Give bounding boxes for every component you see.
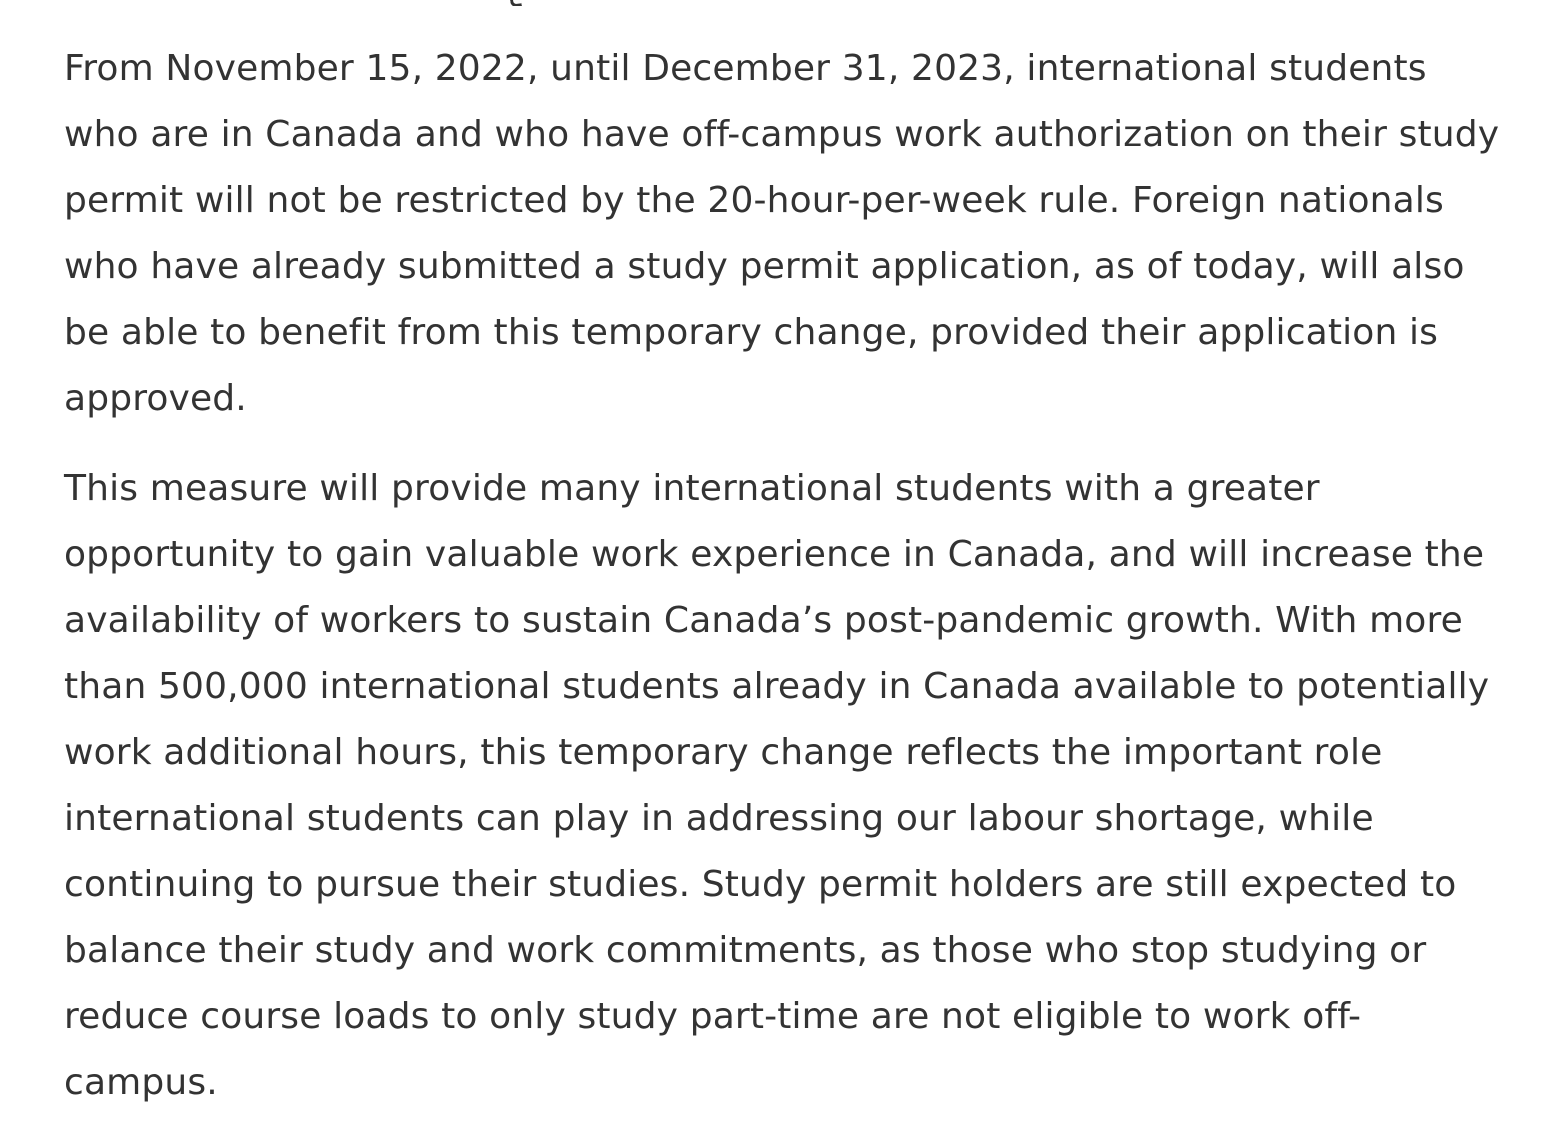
paragraph-work-hours-rule: From November 15, 2022, until December 31, 2023, international students who are in Canada and who have off-campus work authorization on their study permit will not be restricted by the 20-hour-per-week rule. Foreign nationals who have already submitted a study permit application, as of today, will also be able to benefit from this temporary change, provided their application is approved. [64,48,1500,419]
article-body [64,36,1504,1116]
clipped-text-fragment [509,0,522,6]
clipped-previous-line [64,0,1504,6]
paragraph-measure-impact: This measure will provide many international students with a greater opportunity to gain valuable work experience in Canada, and will increase the availability of workers to sustain Canada’s post-pandemic growth. With more than 500,000 international students already in Canada available to potentially work additional hours, this temporary change reflects the important role international students can play in addressing our labour shortage, while continuing to pursue their studies. Study permit holders are still expected to balance their study and work commitments, as those who stop studying or reduce course loads to only study part-time are not eligible to work off-campus. [64,468,1490,1103]
